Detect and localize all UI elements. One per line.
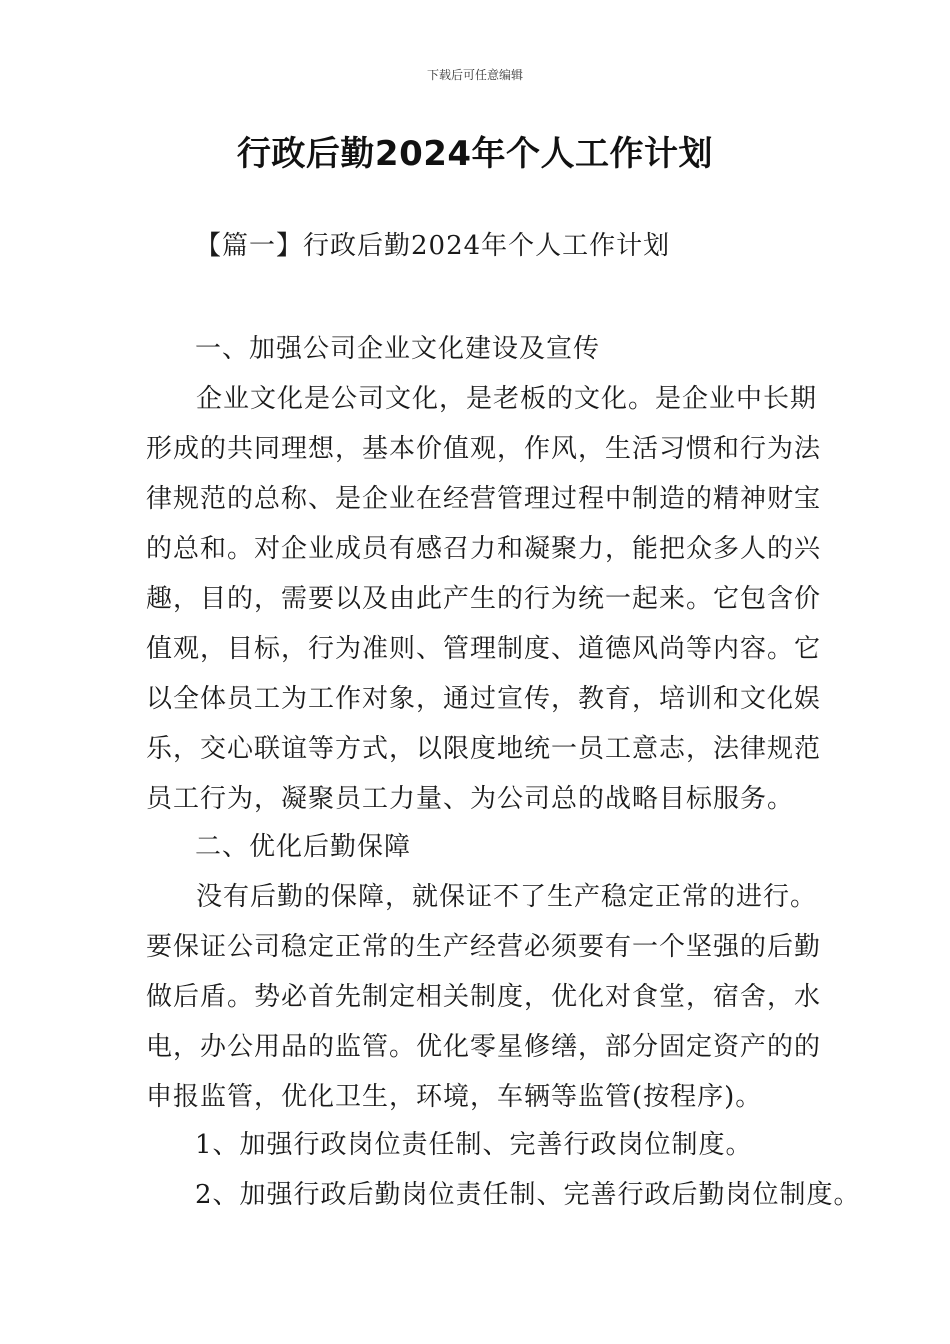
paragraph-line: 电，办公用品的监管。优化零星修缮，部分固定资产的的 [146, 1032, 822, 1062]
paragraph-line: 做后盾。势必首先制定相关制度，优化对食堂，宿舍，水 [146, 982, 822, 1012]
paragraph-line: 以全体员工为工作对象，通过宣传，教育，培训和文化娱 [146, 684, 822, 714]
document-subtitle: 【篇一】行政后勤2024年个人工作计划 [195, 231, 671, 261]
paragraph-line: 趣，目的，需要以及由此产生的行为统一起来。它包含价 [146, 584, 822, 614]
paragraph-line: 申报监管，优化卫生，环境，车辆等监管(按程序)。 [146, 1082, 763, 1112]
section-heading: 二、优化后勤保障 [195, 832, 412, 862]
header-note: 下载后可任意编辑 [426, 68, 523, 82]
paragraph-line: 要保证公司稳定正常的生产经营必须要有一个坚强的后勤 [146, 932, 822, 962]
section-body [146, 374, 822, 824]
list-item: 2、加强行政后勤岗位责任制、完善行政后勤岗位制度。 [195, 1180, 861, 1210]
paragraph-line: 没有后勤的保障，就保证不了生产稳定正常的进行。 [196, 882, 818, 912]
paragraph-line: 律规范的总称、是企业在经营管理过程中制造的精神财宝 [146, 484, 822, 514]
paragraph-line: 企业文化是公司文化，是老板的文化。是企业中长期 [196, 384, 818, 414]
document-title: 行政后勤2024年个人工作计划 [236, 134, 714, 174]
paragraph-line: 的总和。对企业成员有感召力和凝聚力，能把众多人的兴 [146, 534, 822, 564]
paragraph-line: 员工行为，凝聚员工力量、为公司总的战略目标服务。 [146, 784, 795, 814]
paragraph-line: 形成的共同理想，基本价值观，作风，生活习惯和行为法 [146, 434, 822, 464]
list-item: 1、加强行政岗位责任制、完善行政岗位制度。 [195, 1130, 753, 1160]
paragraph-line: 值观，目标，行为准则、管理制度、道德风尚等内容。它 [146, 634, 822, 664]
section-body [146, 872, 822, 1122]
paragraph-line: 乐，交心联谊等方式，以限度地统一员工意志，法律规范 [146, 734, 822, 764]
section-heading: 一、加强公司企业文化建设及宣传 [195, 334, 601, 364]
